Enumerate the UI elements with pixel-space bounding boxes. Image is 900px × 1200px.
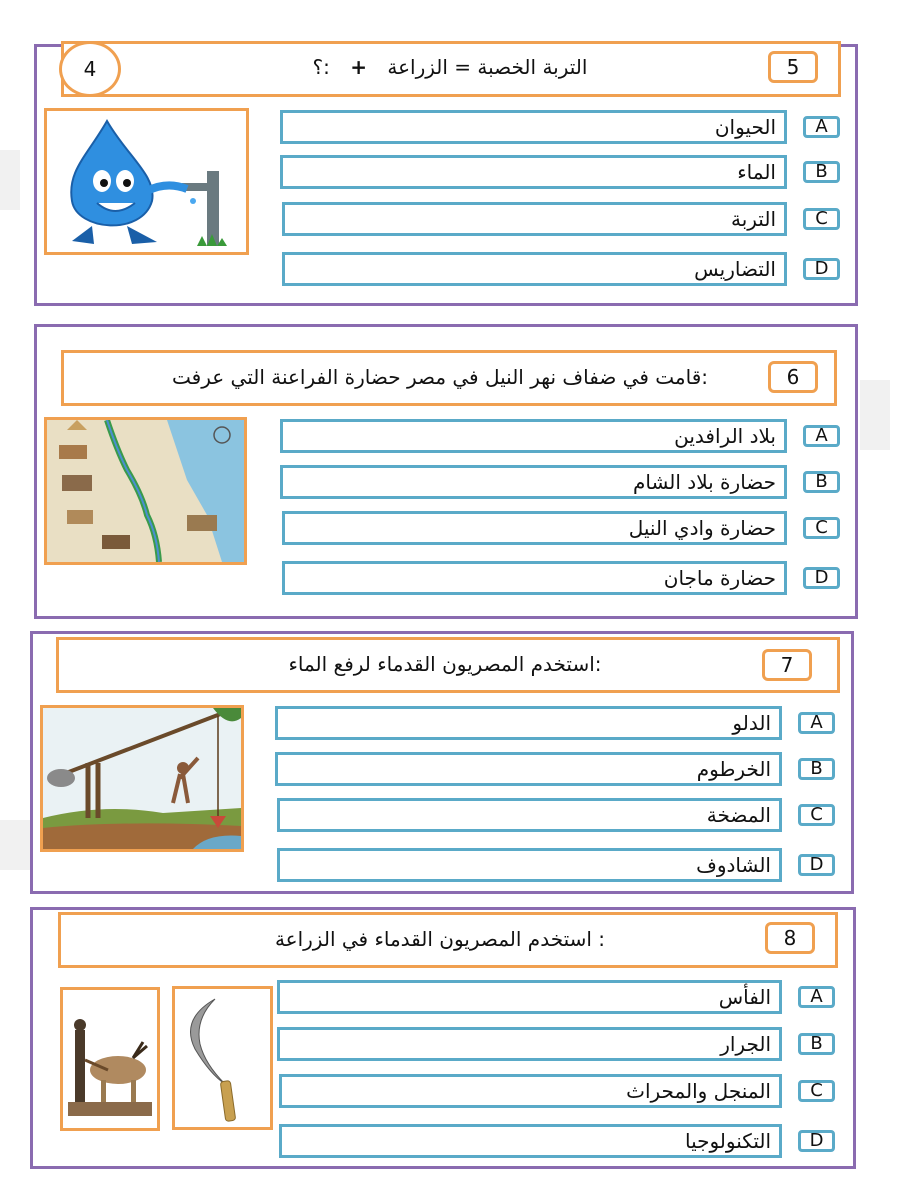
ox-plough-image [60, 987, 160, 1131]
question-text-6: :قامت في ضفاف نهر النيل في مصر حضارة الفراعنة التي عرفت [172, 365, 708, 389]
plus-sign: + [350, 55, 368, 79]
question-number-5: 5 [768, 51, 818, 83]
option-7-a-letter[interactable]: A [798, 712, 835, 734]
option-8-d[interactable]: التكنولوجيا [279, 1124, 782, 1158]
option-6-a[interactable]: بلاد الرافدين [280, 419, 787, 453]
option-6-d-letter[interactable]: D [803, 567, 840, 589]
watermark-shape [860, 380, 890, 450]
watermark-shape [0, 820, 30, 870]
option-7-a[interactable]: الدلو [275, 706, 782, 740]
question-number-6: 6 [768, 361, 818, 393]
question-number-8: 8 [765, 922, 815, 954]
option-5-d[interactable]: التضاريس [282, 252, 787, 286]
option-6-b[interactable]: حضارة بلاد الشام [280, 465, 787, 499]
option-5-c-letter[interactable]: C [803, 208, 840, 230]
water-drop-image [44, 108, 249, 255]
question-text-7: :استخدم المصريون القدماء لرفع الماء [288, 652, 602, 676]
sickle-icon [175, 989, 270, 1127]
egypt-nile-map-image [44, 417, 247, 565]
option-7-c[interactable]: المضخة [277, 798, 782, 832]
option-8-c[interactable]: المنجل والمحراث [279, 1074, 782, 1108]
option-7-c-letter[interactable]: C [798, 804, 835, 826]
shaduf-image [40, 705, 244, 852]
option-8-b[interactable]: الجرار [277, 1027, 782, 1061]
option-8-b-letter[interactable]: B [798, 1033, 835, 1055]
option-8-a[interactable]: الفأس [277, 980, 782, 1014]
option-5-a-letter[interactable]: A [803, 116, 840, 138]
option-7-d-letter[interactable]: D [798, 854, 835, 876]
option-5-c[interactable]: التربة [282, 202, 787, 236]
option-5-b-letter[interactable]: B [803, 161, 840, 183]
option-7-d[interactable]: الشادوف [277, 848, 782, 882]
shaduf-illustration-icon [43, 708, 241, 849]
option-7-b-letter[interactable]: B [798, 758, 835, 780]
option-6-c-letter[interactable]: C [803, 517, 840, 539]
option-5-d-letter[interactable]: D [803, 258, 840, 280]
option-6-c[interactable]: حضارة وادي النيل [282, 511, 787, 545]
question-number-7: 7 [762, 649, 812, 681]
question-5-equation: التربة الخصبة = الزراعة [387, 55, 588, 79]
option-5-a[interactable]: الحيوان [280, 110, 787, 144]
watermark-shape [0, 150, 20, 210]
ox-plough-figurine-icon [63, 990, 157, 1128]
option-6-a-letter[interactable]: A [803, 425, 840, 447]
option-5-b[interactable]: الماء [280, 155, 787, 189]
option-6-b-letter[interactable]: B [803, 471, 840, 493]
nile-map-icon [47, 420, 244, 562]
option-8-d-letter[interactable]: D [798, 1130, 835, 1152]
sickle-image [172, 986, 273, 1130]
option-6-d[interactable]: حضارة ماجان [282, 561, 787, 595]
question-text-5 [270, 55, 630, 85]
option-8-a-letter[interactable]: A [798, 986, 835, 1008]
option-8-c-letter[interactable]: C [798, 1080, 835, 1102]
page-number: 4 [59, 41, 121, 97]
option-7-b[interactable]: الخرطوم [275, 752, 782, 786]
question-5-prefix: :؟ [312, 55, 330, 79]
water-drop-mascot-icon [47, 111, 246, 252]
question-text-8: : استخدم المصريون القدماء في الزراعة [274, 927, 606, 951]
